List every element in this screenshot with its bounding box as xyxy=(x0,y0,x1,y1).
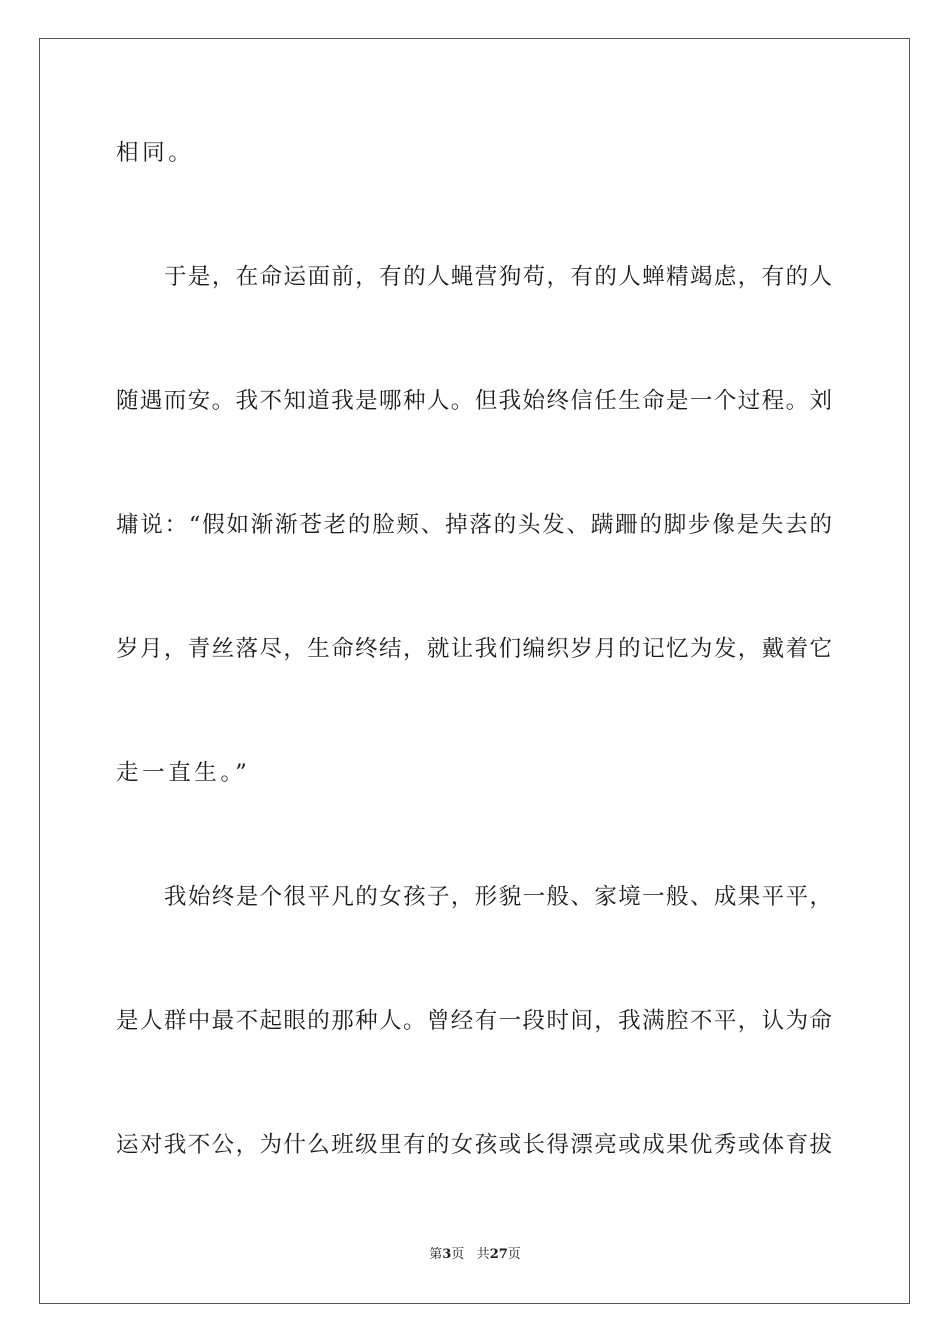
text-line-2: 于是，在命运面前，有的人蝇营狗苟，有的人蝉精竭虑，有的人 xyxy=(164,264,832,290)
total-prefix: 共 xyxy=(476,1247,490,1262)
text-line-4: 墉说：“假如渐渐苍老的脸颊、掉落的头发、蹒跚的脚步像是失去的 xyxy=(116,512,832,538)
page-border xyxy=(39,38,910,1304)
page-number: 3 xyxy=(442,1247,452,1262)
page-footer xyxy=(0,1246,950,1264)
text-line-6: 走一直生。” xyxy=(116,760,251,786)
page-prefix: 第 xyxy=(429,1247,443,1262)
text-line-9: 运对我不公，为什么班级里有的女孩或长得漂亮或成果优秀或体育拔 xyxy=(116,1132,832,1158)
page-suffix: 页 xyxy=(451,1247,465,1262)
text-line-5: 岁月，青丝落尽，生命终结，就让我们编织岁月的记忆为发，戴着它 xyxy=(116,636,832,662)
total-suffix: 页 xyxy=(507,1247,521,1262)
text-line-3: 随遇而安。我不知道我是哪种人。但我始终信任生命是一个过程。刘 xyxy=(116,388,832,414)
text-line-1: 相同。 xyxy=(116,140,195,166)
total-pages: 27 xyxy=(489,1247,508,1262)
text-line-8: 是人群中最不起眼的那种人。曾经有一段时间，我满腔不平，认为命 xyxy=(116,1008,832,1034)
text-line-7: 我始终是个很平凡的女孩子，形貌一般、家境一般、成果平平， xyxy=(164,884,832,910)
